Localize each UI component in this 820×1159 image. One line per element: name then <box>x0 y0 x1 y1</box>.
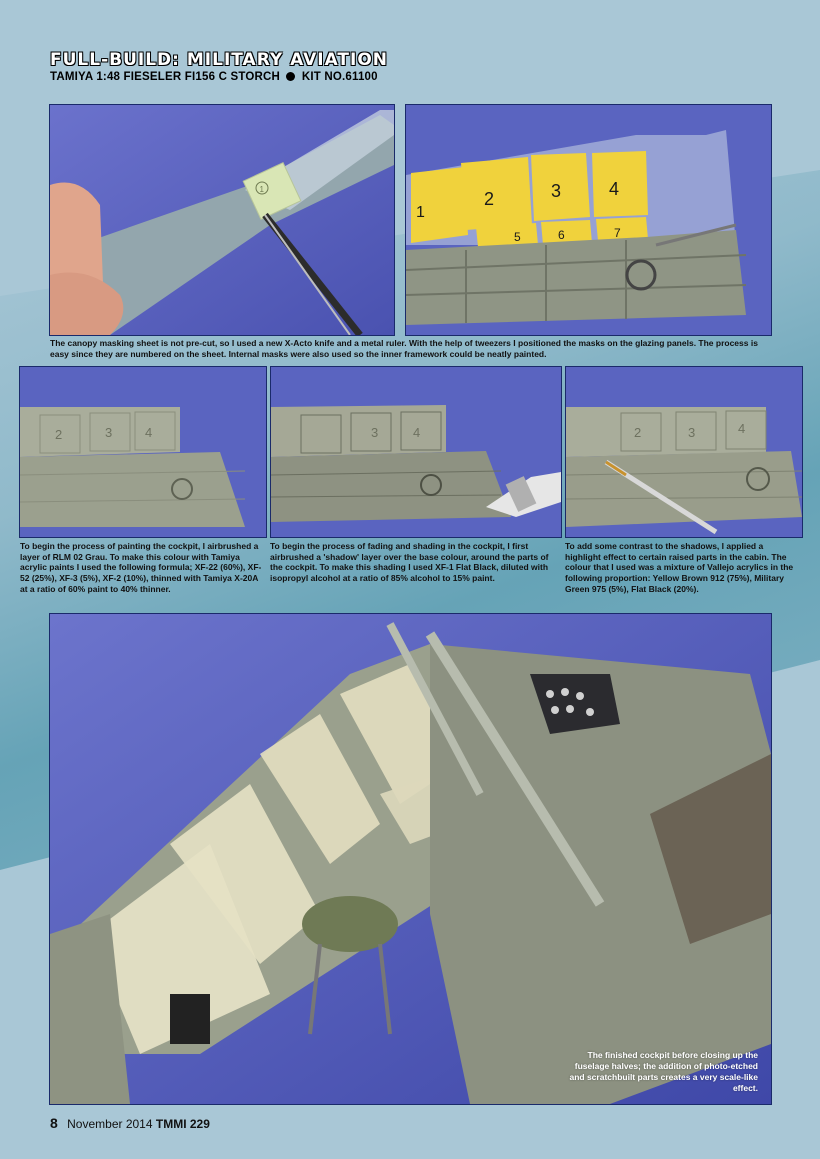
kit-number: KIT NO.61100 <box>301 71 378 83</box>
panel-number-4b: 4 <box>413 425 421 440</box>
kit-name: TAMIYA 1:48 FIESELER FI156 C STORCH <box>50 71 281 83</box>
mask-label-7: 7 <box>614 226 621 240</box>
mask-label-3: 3 <box>551 181 562 201</box>
magazine-name: TMMI 229 <box>155 1117 210 1131</box>
issue-date: November 2014 <box>67 1117 153 1131</box>
series-title: FULL-BUILD: MILITARY AVIATION <box>50 50 389 70</box>
kit-title <box>50 71 388 83</box>
panel-number-3: 3 <box>105 425 113 440</box>
mask-label-2: 2 <box>484 189 495 209</box>
panel-number-3b: 3 <box>371 425 379 440</box>
panel-number-3c: 3 <box>688 425 696 440</box>
caption-highlight: To add some contrast to the shadows, I applied a highlight effect to certain raised parts in the cabin. The colour that I used was a mixture of Vallejo acrylics in the following proportion: Yellow Brown 912 (75%), Military Green 975 (5%), Flat Black (20%). <box>565 541 794 594</box>
mask-label-1: 1 <box>416 204 425 221</box>
photo-finished-cockpit <box>49 613 772 1105</box>
caption-shading: To begin the process of fading and shading in the cockpit, I first airbrushed a 'shadow' layer over the base colour, around the parts of the cockpit. To make this shading I used XF-1 Flat Black, diluted with isopropyl alcohol at a ratio of 85% alcohol to 15% paint. <box>270 541 549 583</box>
panel-number-2c: 2 <box>634 425 642 440</box>
page-footer <box>50 1115 210 1131</box>
bullet-icon <box>286 72 295 81</box>
photo-highlight <box>565 366 803 538</box>
photo-shading <box>270 366 562 538</box>
page-number: 8 <box>50 1115 58 1131</box>
caption-finished: The finished cockpit before closing up the fuselage halves; the addition of photo-etched and scratchbuilt parts creates a very scale-like effect. <box>569 1050 758 1094</box>
panel-number-4: 4 <box>145 425 153 440</box>
mask-label-4: 4 <box>609 179 620 199</box>
photo-masking-knife <box>49 104 395 336</box>
page-header <box>50 50 388 83</box>
caption-base-coat: To begin the process of painting the cockpit, I airbrushed a layer of RLM 02 Grau. To make this colour with Tamiya acrylic paints I used the following formula; XF-22 (60%), XF-52 (25%), XF-3 (5%), XF-2 (10%), thinned with Tamiya X-20A at a ratio of 60% paint to 40% thinner. <box>20 541 262 594</box>
mask-label-5: 5 <box>514 230 521 244</box>
photo-masks-applied <box>405 104 772 336</box>
caption-masking: The canopy masking sheet is not pre-cut, so I used a new X-Acto knife and a metal ruler. With the help of tweezers I positioned the masks on the glazing panels. The process is easy since they are numbered on the sheet. Internal masks were also used so the inner framework could be neatly painted. <box>50 338 758 359</box>
panel-number-2: 2 <box>55 427 63 442</box>
mask-number-label: 1 <box>259 185 264 194</box>
photo-base-coat <box>19 366 267 538</box>
mask-label-6: 6 <box>558 228 565 242</box>
panel-number-4c: 4 <box>738 421 746 436</box>
